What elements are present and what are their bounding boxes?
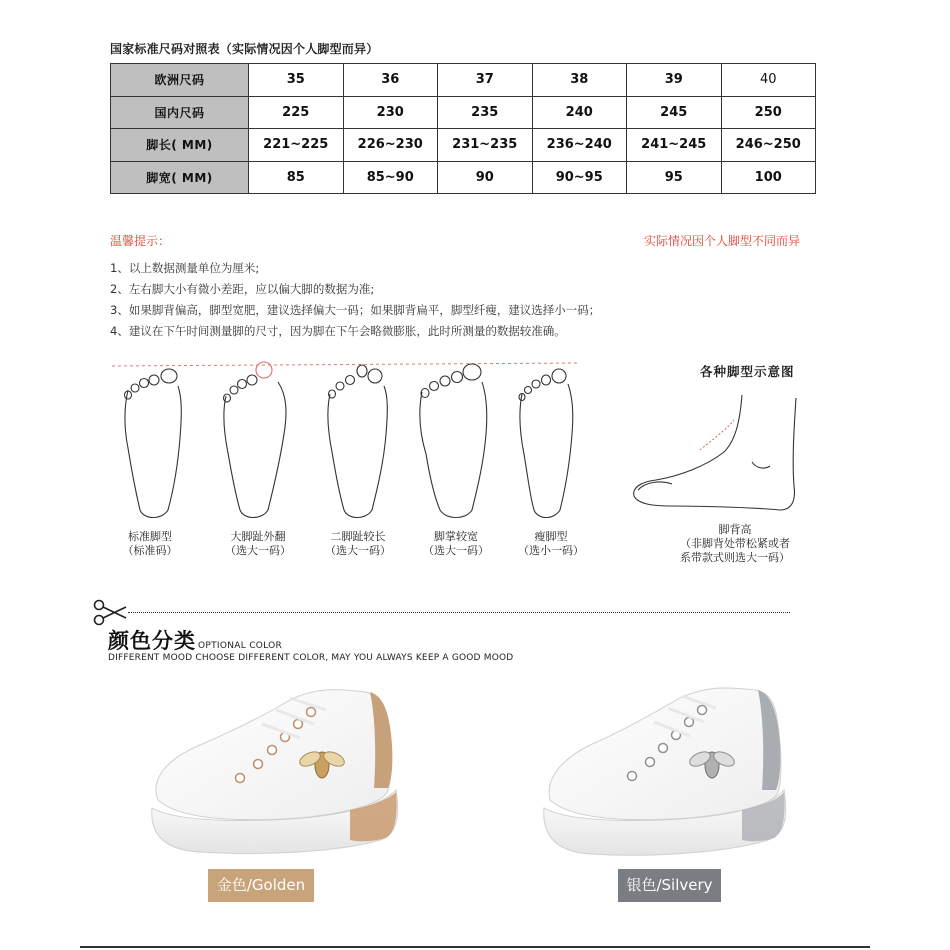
foot-type-name: 脚掌较宽 (434, 530, 478, 543)
bottom-border (80, 946, 870, 948)
color-section-title: 颜色分类 (108, 629, 196, 653)
foot-type-advice: （选大一码） (225, 544, 291, 557)
table-cell: 236~240 (532, 129, 627, 162)
table-cell: 85 (249, 161, 344, 194)
table-cell: 250 (721, 96, 816, 129)
table-cell: 90~95 (532, 161, 627, 194)
table-cell: 240 (532, 96, 627, 129)
table-cell: 100 (721, 161, 816, 194)
row-header: 欧洲尺码 (111, 64, 249, 97)
list-item: 1、以上数据测量单位为厘米; (110, 261, 260, 275)
foot-type-advice: （选大一码） (423, 544, 489, 557)
list-item: 2、左右脚大小有微小差距，应以偏大脚的数据为准; (110, 282, 375, 296)
table-cell: 246~250 (721, 129, 816, 162)
table-cell: 230 (343, 96, 438, 129)
tips-title: 温馨提示： (110, 234, 171, 248)
table-cell: 37 (438, 64, 533, 97)
foot-type-name: 大脚趾外翻 (230, 530, 286, 543)
color-section-subtitle: OPTIONAL COLOR (198, 641, 283, 651)
table-cell: 245 (627, 96, 722, 129)
row-header: 脚长( MM) (111, 129, 249, 162)
table-cell: 85~90 (343, 161, 438, 194)
color-option-golden[interactable]: 金色/Golden (208, 869, 314, 902)
foot-shapes-title: 各种脚型示意图 (700, 364, 795, 379)
table-cell: 90 (438, 161, 533, 194)
tips-note: 实际情况因个人脚型不同而异 (643, 234, 800, 248)
table-cell: 35 (249, 64, 344, 97)
size-chart-title: 国家标准尺码对照表（实际情况因个人脚型而异） (110, 42, 379, 56)
foot-type-advice: （标准码） (122, 544, 178, 557)
table-cell: 226~230 (343, 129, 438, 162)
foot-type-name: 标准脚型 (128, 530, 172, 543)
table-cell: 231~235 (438, 129, 533, 162)
table-cell: 235 (438, 96, 533, 129)
list-item: 3、如果脚背偏高，脚型宽肥，建议选择偏大一码；如果脚背扁平，脚型纤瘦，建议选择小一码； (110, 303, 601, 317)
high-arch-advice: （非脚背处带松紧或者 (680, 537, 790, 550)
high-arch-name: 脚背高 (718, 523, 752, 536)
row-header: 脚宽( MM) (111, 161, 249, 194)
golden-sneaker-image (152, 690, 398, 854)
foot-type-name: 瘦脚型 (534, 530, 568, 543)
table-cell: 38 (532, 64, 627, 97)
high-arch-advice: 系带款式则选大一码） (680, 551, 790, 564)
table-cell: 39 (627, 64, 722, 97)
table-cell: 40 (721, 64, 816, 97)
table-cell: 225 (249, 96, 344, 129)
table-cell: 221~225 (249, 129, 344, 162)
row-header: 国内尺码 (111, 96, 249, 129)
table-cell: 95 (627, 161, 722, 194)
list-item: 4、建议在下午时间测量脚的尺寸，因为脚在下午会略微膨胀，此时所测量的数据较准确。 (110, 324, 566, 338)
color-option-silvery[interactable]: 银色/Silvery (618, 869, 721, 902)
foot-type-advice: （选小一码） (518, 544, 584, 557)
silvery-sneaker-image (544, 688, 786, 855)
table-cell: 241~245 (627, 129, 722, 162)
foot-type-name: 二脚趾较长 (330, 530, 386, 543)
color-section-tagline: DIFFERENT MOOD CHOOSE DIFFERENT COLOR, MAY YOU ALWAYS KEEP A GOOD MOOD (108, 653, 514, 663)
foot-type-advice: （选大一码） (325, 544, 391, 557)
table-cell: 36 (343, 64, 438, 97)
